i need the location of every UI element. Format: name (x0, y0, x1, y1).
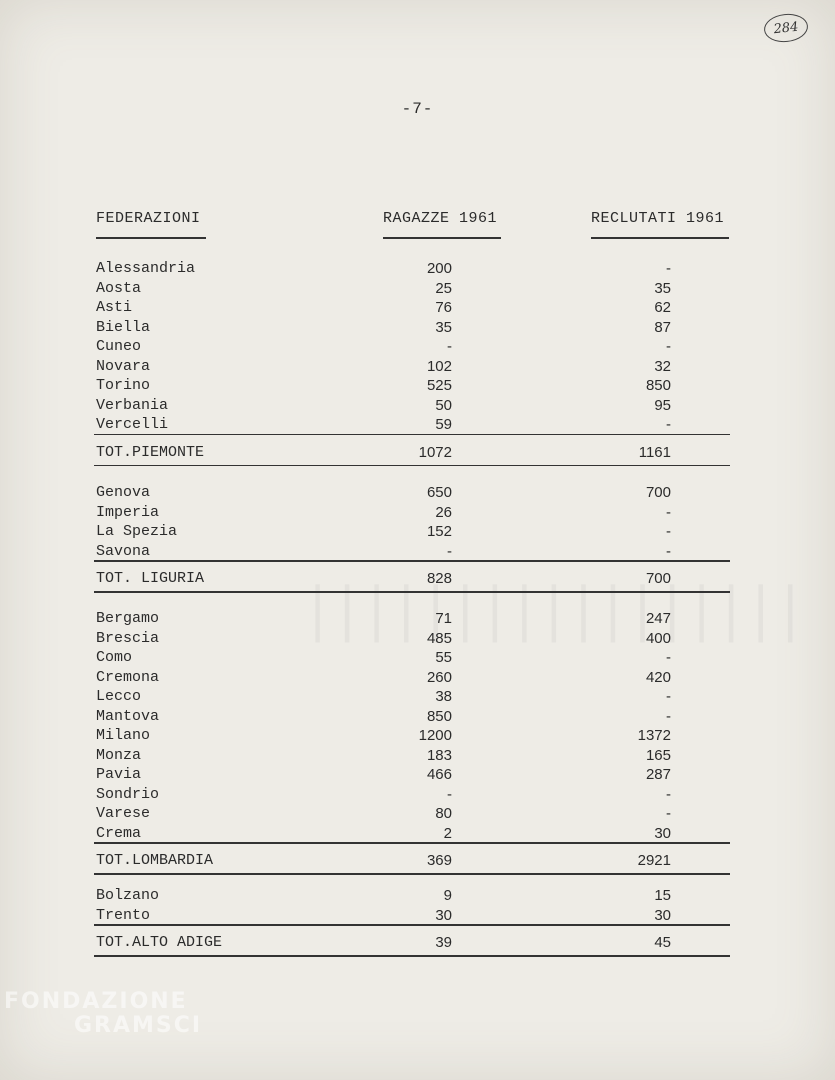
table-row (0, 280, 835, 300)
header-underline (383, 237, 501, 239)
page-number: -7- (401, 100, 434, 118)
header-federazioni: FEDERAZIONI (96, 210, 201, 227)
table-row (0, 708, 835, 728)
table-row (0, 260, 835, 280)
header-reclutati: RECLUTATI 1961 (591, 210, 725, 227)
table-row (0, 887, 835, 907)
ragazze-value: 76 (435, 299, 452, 316)
table-row (0, 669, 835, 689)
ragazze-value: 59 (435, 416, 452, 433)
ragazze-value: 650 (426, 484, 452, 501)
table-rule (94, 924, 730, 926)
reclutati-value: 45 (654, 934, 671, 951)
reclutati-value: - (666, 260, 671, 277)
reclutati-value: 30 (654, 906, 671, 924)
federation-name: Bergamo (96, 610, 160, 627)
watermark-line1: FONDAZIONE (4, 989, 188, 1014)
ragazze-value: 50 (435, 396, 452, 414)
reclutati-value: 15 (654, 887, 671, 904)
table-row (0, 649, 835, 669)
ragazze-value: 9 (443, 887, 452, 904)
federation-name: Alessandria (96, 260, 196, 277)
federation-name: Brescia (96, 629, 160, 647)
table-row (0, 747, 835, 767)
ragazze-value: 369 (426, 852, 452, 869)
ragazze-value: 30 (435, 906, 452, 924)
table-row (0, 377, 835, 397)
ragazze-value: 183 (426, 746, 452, 764)
table-row (0, 727, 835, 747)
reclutati-value: 247 (645, 610, 671, 627)
federation-name: Asti (96, 299, 133, 316)
reclutati-value: - (666, 785, 671, 803)
ragazze-value: 485 (426, 629, 452, 647)
federation-name: Como (96, 649, 133, 666)
ragazze-value: 525 (426, 377, 452, 394)
federation-name: Vercelli (96, 416, 169, 433)
ragazze-value: 466 (426, 766, 452, 783)
reclutati-value: 1372 (637, 727, 671, 744)
ragazze-value: 260 (426, 668, 452, 686)
federation-name: Sondrio (96, 785, 160, 803)
total-row (0, 570, 835, 590)
watermark-line2: GRAMSCI (74, 1013, 203, 1039)
federation-name: TOT.ALTO ADIGE (96, 934, 223, 951)
ragazze-value: 26 (435, 503, 452, 521)
federation-name: Biella (96, 318, 151, 336)
ragazze-value: 200 (426, 260, 452, 277)
table-rule (94, 434, 730, 436)
total-row (0, 444, 835, 464)
reclutati-value: 62 (654, 299, 671, 316)
reclutati-value: 420 (645, 668, 671, 686)
reclutati-value: - (666, 542, 671, 560)
reclutati-value: - (666, 805, 671, 822)
reclutati-value: 287 (645, 766, 671, 783)
reclutati-value: 400 (645, 629, 671, 647)
table-row (0, 688, 835, 708)
ragazze-value: 71 (435, 610, 452, 627)
reclutati-value: 1161 (638, 443, 671, 461)
reclutati-value: - (666, 503, 671, 521)
ragazze-value: 2 (443, 824, 452, 842)
reclutati-value: 30 (654, 824, 671, 842)
reclutati-value: 35 (654, 279, 671, 297)
reclutati-value: - (666, 649, 671, 666)
table-rule (94, 560, 730, 562)
federation-name: Savona (96, 542, 151, 560)
table-row (0, 484, 835, 504)
federation-name: TOT.PIEMONTE (96, 443, 205, 461)
federation-name: La Spezia (96, 523, 178, 540)
table-row (0, 610, 835, 630)
federation-name: Imperia (96, 503, 160, 521)
total-row (0, 852, 835, 872)
table-rule (94, 955, 730, 957)
reclutati-value: - (666, 707, 671, 725)
reclutati-value: 32 (654, 357, 671, 375)
ragazze-value: 80 (435, 805, 452, 822)
total-row (0, 934, 835, 954)
ragazze-value: 102 (426, 357, 452, 375)
ragazze-value: 55 (435, 649, 452, 666)
federation-name: Varese (96, 805, 151, 822)
reclutati-value: 700 (645, 570, 671, 587)
federation-name: Lecco (96, 688, 142, 705)
reclutati-value: 87 (654, 318, 671, 336)
reclutati-value: 700 (645, 484, 671, 501)
ragazze-value: 35 (435, 318, 452, 336)
federation-name: TOT.LOMBARDIA (96, 852, 214, 869)
ragazze-value: - (447, 542, 452, 560)
federation-name: Aosta (96, 279, 142, 297)
header-underline (591, 237, 729, 239)
table-row (0, 338, 835, 358)
header-ragazze: RAGAZZE 1961 (383, 210, 498, 227)
federation-name: Cremona (96, 668, 160, 686)
table-row (0, 523, 835, 543)
reclutati-value: 165 (645, 746, 671, 764)
federation-name: Cuneo (96, 338, 142, 355)
table-rule (94, 842, 730, 844)
ragazze-value: 39 (435, 934, 452, 951)
reclutati-value: 2921 (637, 852, 671, 869)
archive-stamp: 284 (763, 12, 810, 44)
federation-name: Torino (96, 377, 151, 394)
table-row (0, 630, 835, 650)
federation-name: TOT. LIGURIA (96, 570, 205, 587)
table-rule (94, 465, 730, 467)
federation-name: Verbania (96, 396, 169, 414)
ragazze-value: 25 (435, 279, 452, 297)
ragazze-value: 38 (435, 688, 452, 705)
federation-name: Novara (96, 357, 151, 375)
table-row (0, 805, 835, 825)
header-underline (96, 237, 206, 239)
reclutati-value: - (666, 688, 671, 705)
table-rule (94, 873, 730, 875)
federation-name: Mantova (96, 707, 160, 725)
ragazze-value: 1072 (418, 443, 452, 461)
federation-name: Milano (96, 727, 151, 744)
ragazze-value: 1200 (418, 727, 452, 744)
ragazze-value: 828 (426, 570, 452, 587)
federation-name: Bolzano (96, 887, 160, 904)
watermark-logo (4, 990, 202, 1038)
reclutati-value: - (666, 338, 671, 355)
ragazze-value: 152 (426, 523, 452, 540)
ragazze-value: 850 (426, 707, 452, 725)
ragazze-value: - (447, 338, 452, 355)
reclutati-value: - (666, 416, 671, 433)
reclutati-value: 95 (654, 396, 671, 414)
table-row (0, 299, 835, 319)
federation-name: Genova (96, 484, 151, 501)
table-row (0, 786, 835, 806)
federation-name: Pavia (96, 766, 142, 783)
table-rule (94, 591, 730, 593)
reclutati-value: - (666, 523, 671, 540)
ragazze-value: - (447, 785, 452, 803)
table-row (0, 319, 835, 339)
table-row (0, 504, 835, 524)
reclutati-value: 850 (645, 377, 671, 394)
table-row (0, 358, 835, 378)
table-row (0, 397, 835, 417)
federation-name: Trento (96, 906, 151, 924)
table-row (0, 766, 835, 786)
federation-name: Monza (96, 746, 142, 764)
federation-name: Crema (96, 824, 142, 842)
